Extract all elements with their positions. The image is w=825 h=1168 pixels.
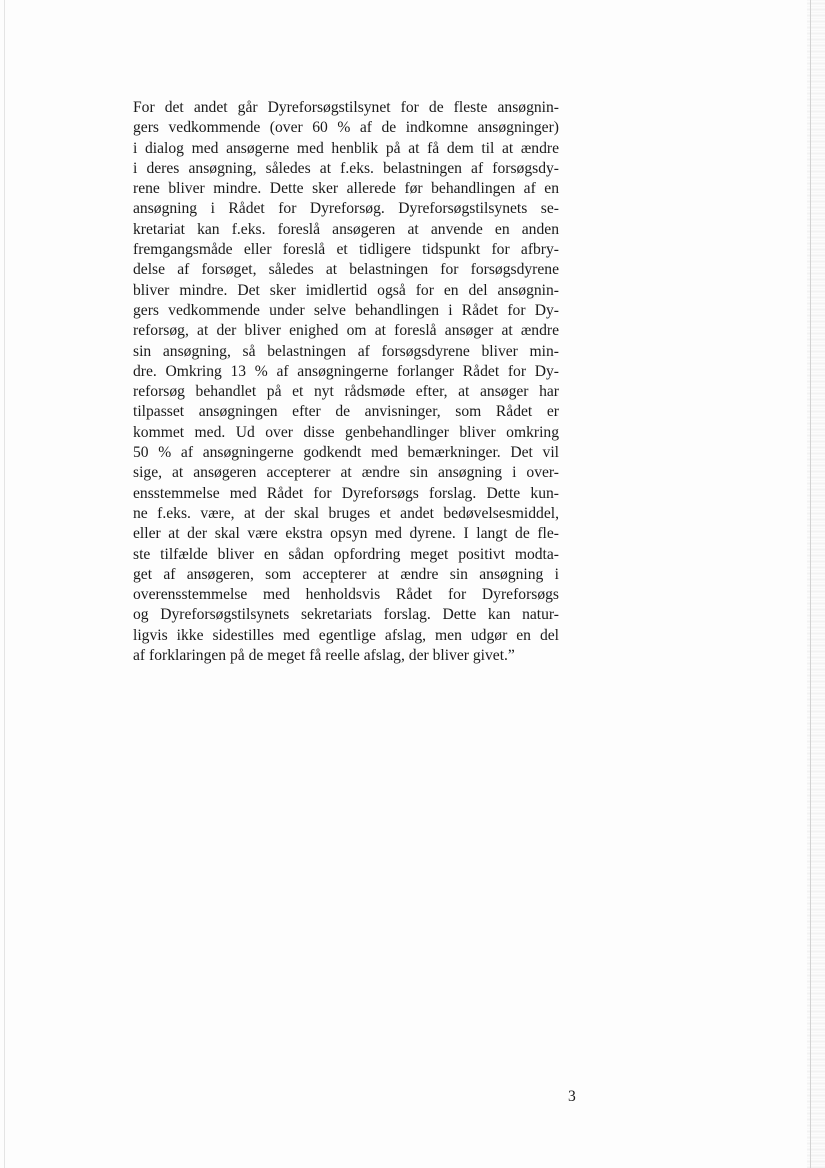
text-line: ansøgning i Rådet for Dyreforsøg. Dyreforsøgstilsynets se- bbox=[133, 200, 559, 218]
text-line: dre. Omkring 13 % af ansøgningerne forlanger Rådet for Dy- bbox=[133, 362, 559, 380]
text-line: bliver mindre. Det sker imidlertid også for en del ansøgnin- bbox=[133, 281, 559, 299]
text-line: sige, at ansøgeren accepterer at ændre sin ansøgning i over- bbox=[133, 464, 559, 482]
text-line-last: af forklaringen på de meget få reelle afslag, der bliver givet.” bbox=[133, 647, 515, 665]
text-line: i dialog med ansøgerne med henblik på at få dem til at ændre bbox=[133, 139, 559, 157]
text-line: eller at der skal være ekstra opsyn med dyrene. I langt de fle- bbox=[133, 525, 559, 543]
text-line: i deres ansøgning, således at f.eks. belastningen af forsøgsdy- bbox=[133, 159, 559, 177]
text-line: sin ansøgning, så belastningen af forsøgsdyrene bliver min- bbox=[133, 342, 559, 360]
text-line: tilpasset ansøgningen efter de anvisninger, som Rådet er bbox=[133, 403, 559, 421]
text-line: kommet med. Ud over disse genbehandlinger bliver omkring bbox=[133, 423, 559, 441]
text-line: ne f.eks. være, at der skal bruges et andet bedøvelsesmiddel, bbox=[133, 504, 559, 522]
text-line: reforsøg, at der bliver enighed om at foreslå ansøger at ændre bbox=[133, 322, 559, 340]
text-line: reforsøg behandlet på et nyt rådsmøde efter, at ansøger har bbox=[133, 383, 559, 401]
text-line: rene bliver mindre. Dette sker allerede før behandlingen af en bbox=[133, 180, 559, 198]
text-line: delse af forsøget, således at belastningen for forsøgsdyrene bbox=[133, 261, 559, 279]
text-line: overensstemmelse med henholdsvis Rådet for Dyreforsøgs bbox=[133, 586, 559, 604]
page-number: 3 bbox=[568, 1088, 576, 1105]
text-line: ligvis ikke sidestilles med egentlige afslag, men udgør en del bbox=[133, 626, 559, 644]
scan-edge-left bbox=[4, 0, 5, 1168]
text-line: gers vedkommende under selve behandlingen i Rådet for Dy- bbox=[133, 301, 559, 319]
scan-edge-right-line bbox=[810, 0, 811, 1168]
body-paragraph bbox=[133, 98, 559, 666]
text-line: fremgangsmåde eller foreslå et tidligere tidspunkt for afbry- bbox=[133, 241, 559, 259]
text-line: og Dyreforsøgstilsynets sekretariats forslag. Dette kan natur- bbox=[133, 606, 559, 624]
text-line: ensstemmelse med Rådet for Dyreforsøgs forslag. Dette kun- bbox=[133, 484, 559, 502]
text-line: For det andet går Dyreforsøgstilsynet for de fleste ansøgnin- bbox=[133, 99, 559, 116]
text-line: 50 % af ansøgningerne godkendt med bemærkninger. Det vil bbox=[133, 444, 559, 462]
text-line: gers vedkommende (over 60 % af de indkomne ansøgninger) bbox=[133, 119, 559, 137]
text-line: kretariat kan f.eks. foreslå ansøgeren at anvende en anden bbox=[133, 220, 559, 238]
text-line: ste tilfælde bliver en sådan opfordring meget positivt modta- bbox=[133, 545, 559, 563]
text-line: get af ansøgeren, som accepterer at ændre sin ansøgning i bbox=[133, 565, 559, 583]
